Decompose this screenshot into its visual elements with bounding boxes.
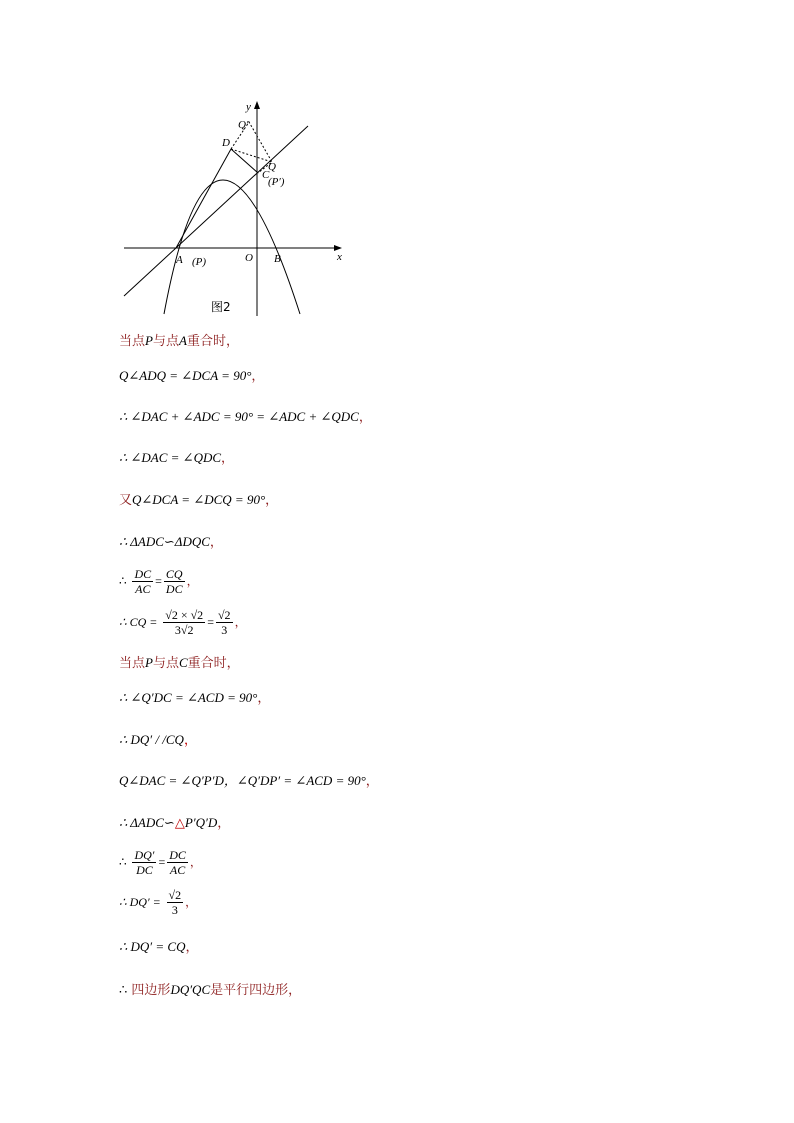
text-line-3 xyxy=(119,410,372,424)
text: 当点 xyxy=(119,334,146,349)
denominator: 3 xyxy=(171,903,178,917)
label-y: y xyxy=(246,101,251,113)
text: 四边形 xyxy=(131,983,171,998)
comma: ， xyxy=(189,855,202,869)
formula: DQ′QC xyxy=(170,982,211,997)
text-line-15 xyxy=(119,889,197,916)
text-line-4 xyxy=(119,451,234,465)
fraction xyxy=(163,609,205,636)
formula: ∴ ∠DAC = ∠QDC xyxy=(119,450,222,465)
label-c: C xyxy=(262,169,270,181)
label-b: B xyxy=(274,253,281,265)
y-axis-arrow xyxy=(254,101,260,109)
text-line-14: ∴ $\frac{DQ'}{DC}$ = $\frac{DC}{AC}$ ， xyxy=(119,848,202,877)
therefore: ∴ xyxy=(119,574,127,588)
denominator: DC xyxy=(165,582,183,596)
formula: Q∠ADQ = ∠DCA = 90° xyxy=(119,368,252,383)
comma: ， xyxy=(217,816,231,831)
comma: ， xyxy=(209,535,223,550)
text-line-5 xyxy=(119,493,278,507)
comma: ， xyxy=(186,574,199,588)
segment-dc xyxy=(231,149,258,173)
fraction xyxy=(216,609,233,636)
comma: ， xyxy=(265,493,279,508)
text: 又 xyxy=(119,493,133,508)
fraction xyxy=(167,849,188,876)
text: 是平行四边形， xyxy=(210,983,302,998)
figure-caption: 图2 xyxy=(211,300,231,314)
fraction xyxy=(164,568,185,595)
comma: ， xyxy=(234,615,247,629)
formula: ∴ DQ′ / /CQ xyxy=(119,732,184,747)
numerator: DC xyxy=(134,567,152,581)
text-line-8: ∴ CQ = $\frac{√2 \times √2}{3√2}$ = $\frac{√2}{3}$ ， xyxy=(119,608,247,637)
denominator: AC xyxy=(135,582,151,596)
formula: ∴ ΔADC∽ΔDQC xyxy=(119,534,210,549)
geometry-figure xyxy=(110,96,350,321)
denominator: 3 xyxy=(221,623,228,637)
fraction xyxy=(167,889,184,916)
formula: ∴ DQ′ = CQ xyxy=(119,939,186,954)
label-q-prime: Q′ xyxy=(238,119,249,131)
comma: ， xyxy=(185,895,198,909)
numerator: DQ′ xyxy=(134,848,155,862)
line-ac xyxy=(124,126,308,296)
label-a: A xyxy=(176,254,183,266)
var-a: A xyxy=(178,333,187,348)
var-p: P xyxy=(145,655,153,670)
text: 重合时， xyxy=(186,334,239,349)
fraction xyxy=(132,849,156,876)
text-line-1 xyxy=(119,334,239,348)
denominator: AC xyxy=(169,863,186,877)
therefore: ∴ xyxy=(119,982,128,997)
comma: ， xyxy=(185,940,199,955)
text-line-16 xyxy=(119,940,199,954)
label-p-at-a: (P) xyxy=(192,256,207,268)
text-line-17 xyxy=(119,983,301,997)
text-line-6 xyxy=(119,535,223,549)
formula: Q∠DAC = ∠Q′P′D，∠Q′DP′ = ∠ACD = 90° xyxy=(119,773,366,788)
numerator: √2 xyxy=(168,888,182,902)
numerator: DC xyxy=(169,848,186,862)
formula: P′Q′D xyxy=(184,815,218,830)
text-line-12 xyxy=(119,774,379,788)
formula: ∴ ∠Q′DC = ∠ACD = 90° xyxy=(119,690,258,705)
text-line-9 xyxy=(119,656,240,670)
segment-ad xyxy=(176,149,231,248)
fraction xyxy=(132,568,153,595)
formula: ∴ ∠DAC + ∠ADC = 90° = ∠ADC + ∠QDC xyxy=(119,409,359,424)
var-p: P xyxy=(145,333,153,348)
label-x: x xyxy=(337,251,342,263)
numerator: √2 × √2 xyxy=(165,608,204,622)
parabola xyxy=(164,180,300,314)
formula: ∴ DQ′ = xyxy=(119,895,161,909)
triangle-symbol: △ xyxy=(174,816,185,831)
comma: ， xyxy=(183,733,197,748)
var-c: C xyxy=(178,655,188,670)
formula: Q∠DCA = ∠DCQ = 90° xyxy=(132,492,266,507)
therefore: ∴ xyxy=(119,855,127,869)
label-d: D xyxy=(222,137,230,149)
comma: ， xyxy=(221,451,235,466)
label-q: Q xyxy=(268,161,276,173)
text-line-11 xyxy=(119,733,197,747)
comma: ， xyxy=(257,691,271,706)
denominator: DC xyxy=(136,863,153,877)
text-line-7: ∴ $\frac{DC}{AC}$ = $\frac{CQ}{DC}$ ， xyxy=(119,567,199,596)
numerator: CQ xyxy=(165,567,183,581)
comma: ， xyxy=(251,369,265,384)
figure-svg xyxy=(110,96,350,321)
text-line-10 xyxy=(119,691,270,705)
comma: ， xyxy=(365,774,379,789)
text: 与点 xyxy=(152,334,179,349)
comma: ， xyxy=(358,410,372,425)
text: 当点 xyxy=(119,656,146,671)
label-p-prime: (P′) xyxy=(268,176,285,188)
text: 重合时， xyxy=(187,656,240,671)
text: 与点 xyxy=(152,656,179,671)
denominator: 3√2 xyxy=(174,623,194,637)
text-line-13 xyxy=(119,816,230,830)
formula: ∴ CQ = xyxy=(119,615,158,629)
numerator: √2 xyxy=(217,608,231,622)
formula: ∴ ΔADC∽ xyxy=(119,815,175,830)
text-line-2 xyxy=(119,369,264,383)
label-o: O xyxy=(245,252,253,264)
